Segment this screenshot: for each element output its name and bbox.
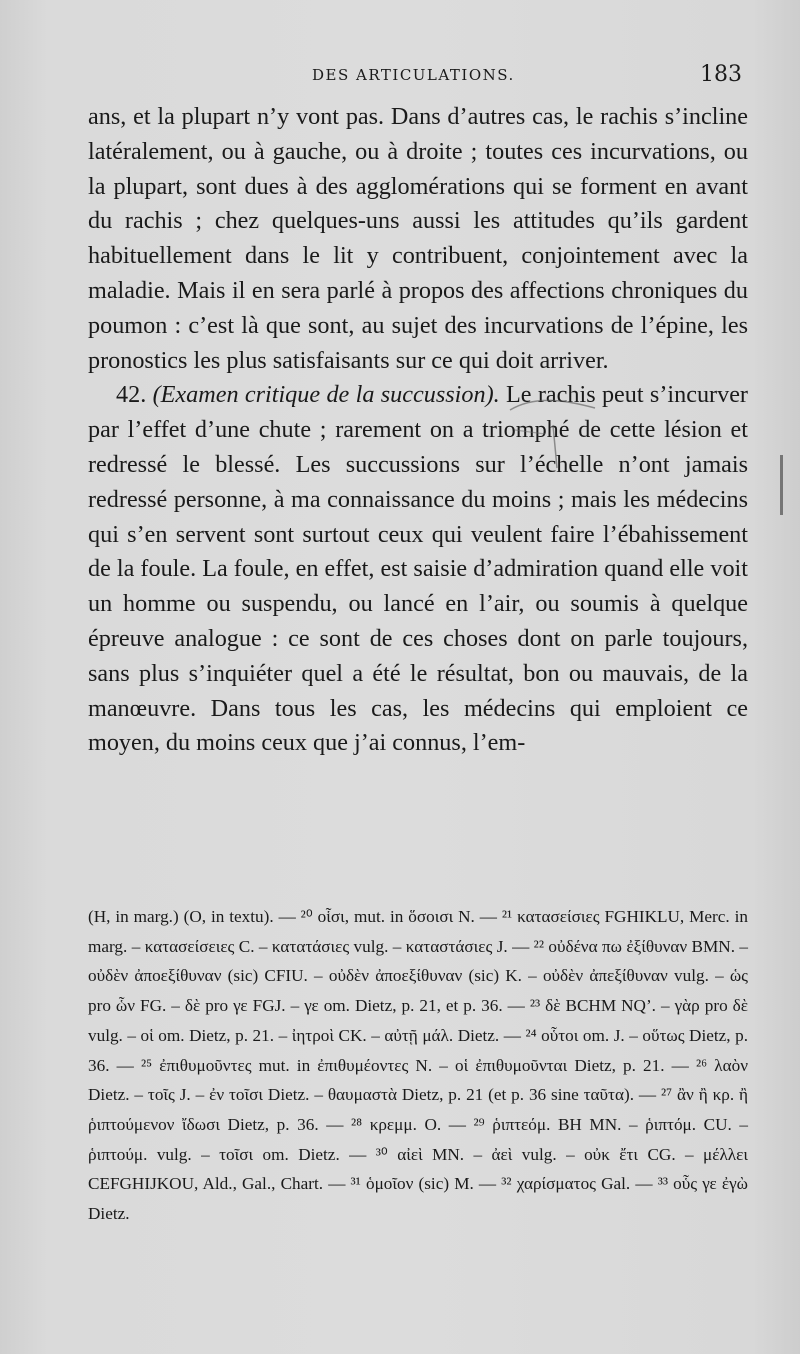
page-number: 183	[700, 62, 742, 87]
section-number: 42.	[116, 381, 147, 409]
footnote-text: (H, in marg.) (O, in textu). — ²⁰ οἷσι, mut. in ὅσοισι N. — ²¹ κατασείσιες FGHIKLU, Merc. in marg. – κατασείσειες C. – κατατάσιες vulg. – καταστάσιες J. — ²² οὐδένα πω ἐξίθυναν BMN. – οὐδὲν ἀποεξίθυναν (sic) CFIU. – οὐδὲν ἀποεξίθυναν (sic) K. – οὐδὲν ἀπεξίθυναν vulg. – ὡς pro ὧν FG. – δὲ pro γε FGJ. – γε om. Dietz, p. 21, et p. 36. — ²³ δὲ BCHM NQ’. – γὰρ pro δὲ vulg. – οἱ om. Dietz, p. 21. – ἰητροὶ CK. – αὐτῇ μάλ. Dietz. — ²⁴ οὗτοι om. J. – οὕτως Dietz, p. 36. — ²⁵ ἐπιθυμοῦντες mut. in ἐπιθυμέοντες N. – οἱ ἐπιθυμοῦνται Dietz, p. 21. — ²⁶ λαὸν Dietz. – τοῖς J. – ἐν τοῖσι Dietz. – θαυμαστὰ Dietz, p. 21 (et p. 36 sine ταῦτα). — ²⁷ ἂν ἢ κρ. ἢ ῥιπτούμενον ἴδωσι Dietz, p. 36. — ²⁸ κρεμμ. O. — ²⁹ ῥιπτεόμ. BH MN. – ῥιπτόμ. CU. – ῥιπτούμ. vulg. – τοῖσι om. Dietz. — ³⁰ αἰεὶ MN. – ἀεὶ vulg. – οὐκ ἔτι CG. – μέλλει CEFGHIJKOU, Ald., Gal., Chart. — ³¹ ὁμοῖον (sic) M. — ³² χαρίσματος Gal. — ³³ οὗς γε ἐγὼ Dietz.	[88, 907, 748, 1224]
paragraph-2	[88, 378, 748, 761]
page-header	[88, 62, 742, 92]
running-title: DES ARTICULATIONS.	[312, 66, 515, 84]
paragraph-2-text: Le rachis peut s’incurver par l’effet d’une chute ; rarement on a triomphé de cette lésion et redressé le blessé. Les succussions sur l’échelle n’ont jamais redressé personne, à ma connaissance du moins ; mais les médecins qui s’en servent sont surtout ceux qui veulent faire l’ébahissement de la foule. La foule, en effet, est saisie d’admiration quand elle voit un homme ou suspendu, ou lancé en l’air, ou soumis à quelque épreuve analogue : ce sont de ces choses dont on parle toujours, sans plus s’inquiéter quel a été le résultat, bon ou mauvais, de la manœuvre. Dans tous les cas, les médecins qui emploient ce moyen, du moins ceux que j’ai connus, l’em-	[88, 381, 748, 757]
paragraph-1: ans, et la plupart n’y vont pas. Dans d’autres cas, le rachis s’incline latéralement, ou à gauche, ou à droite ; toutes ces incurvations, ou la plupart, sont dues à des agglomérations qui se forment en avant du rachis ; chez quelques-uns aussi les attitudes qu’ils gardent habituellement dans le lit y contribuent, conjointement avec la maladie. Mais il en sera parlé à propos des affections chroniques du poumon : c’est là que sont, au sujet des incurvations de l’épine, les pronostics les plus satisfaisants sur ce qui doit arriver.	[88, 103, 748, 374]
margin-mark	[780, 455, 783, 515]
footnotes	[88, 902, 748, 1229]
pencil-annotation	[505, 390, 600, 470]
section-title: (Examen critique de la succussion).	[152, 381, 500, 409]
main-text	[88, 100, 748, 761]
